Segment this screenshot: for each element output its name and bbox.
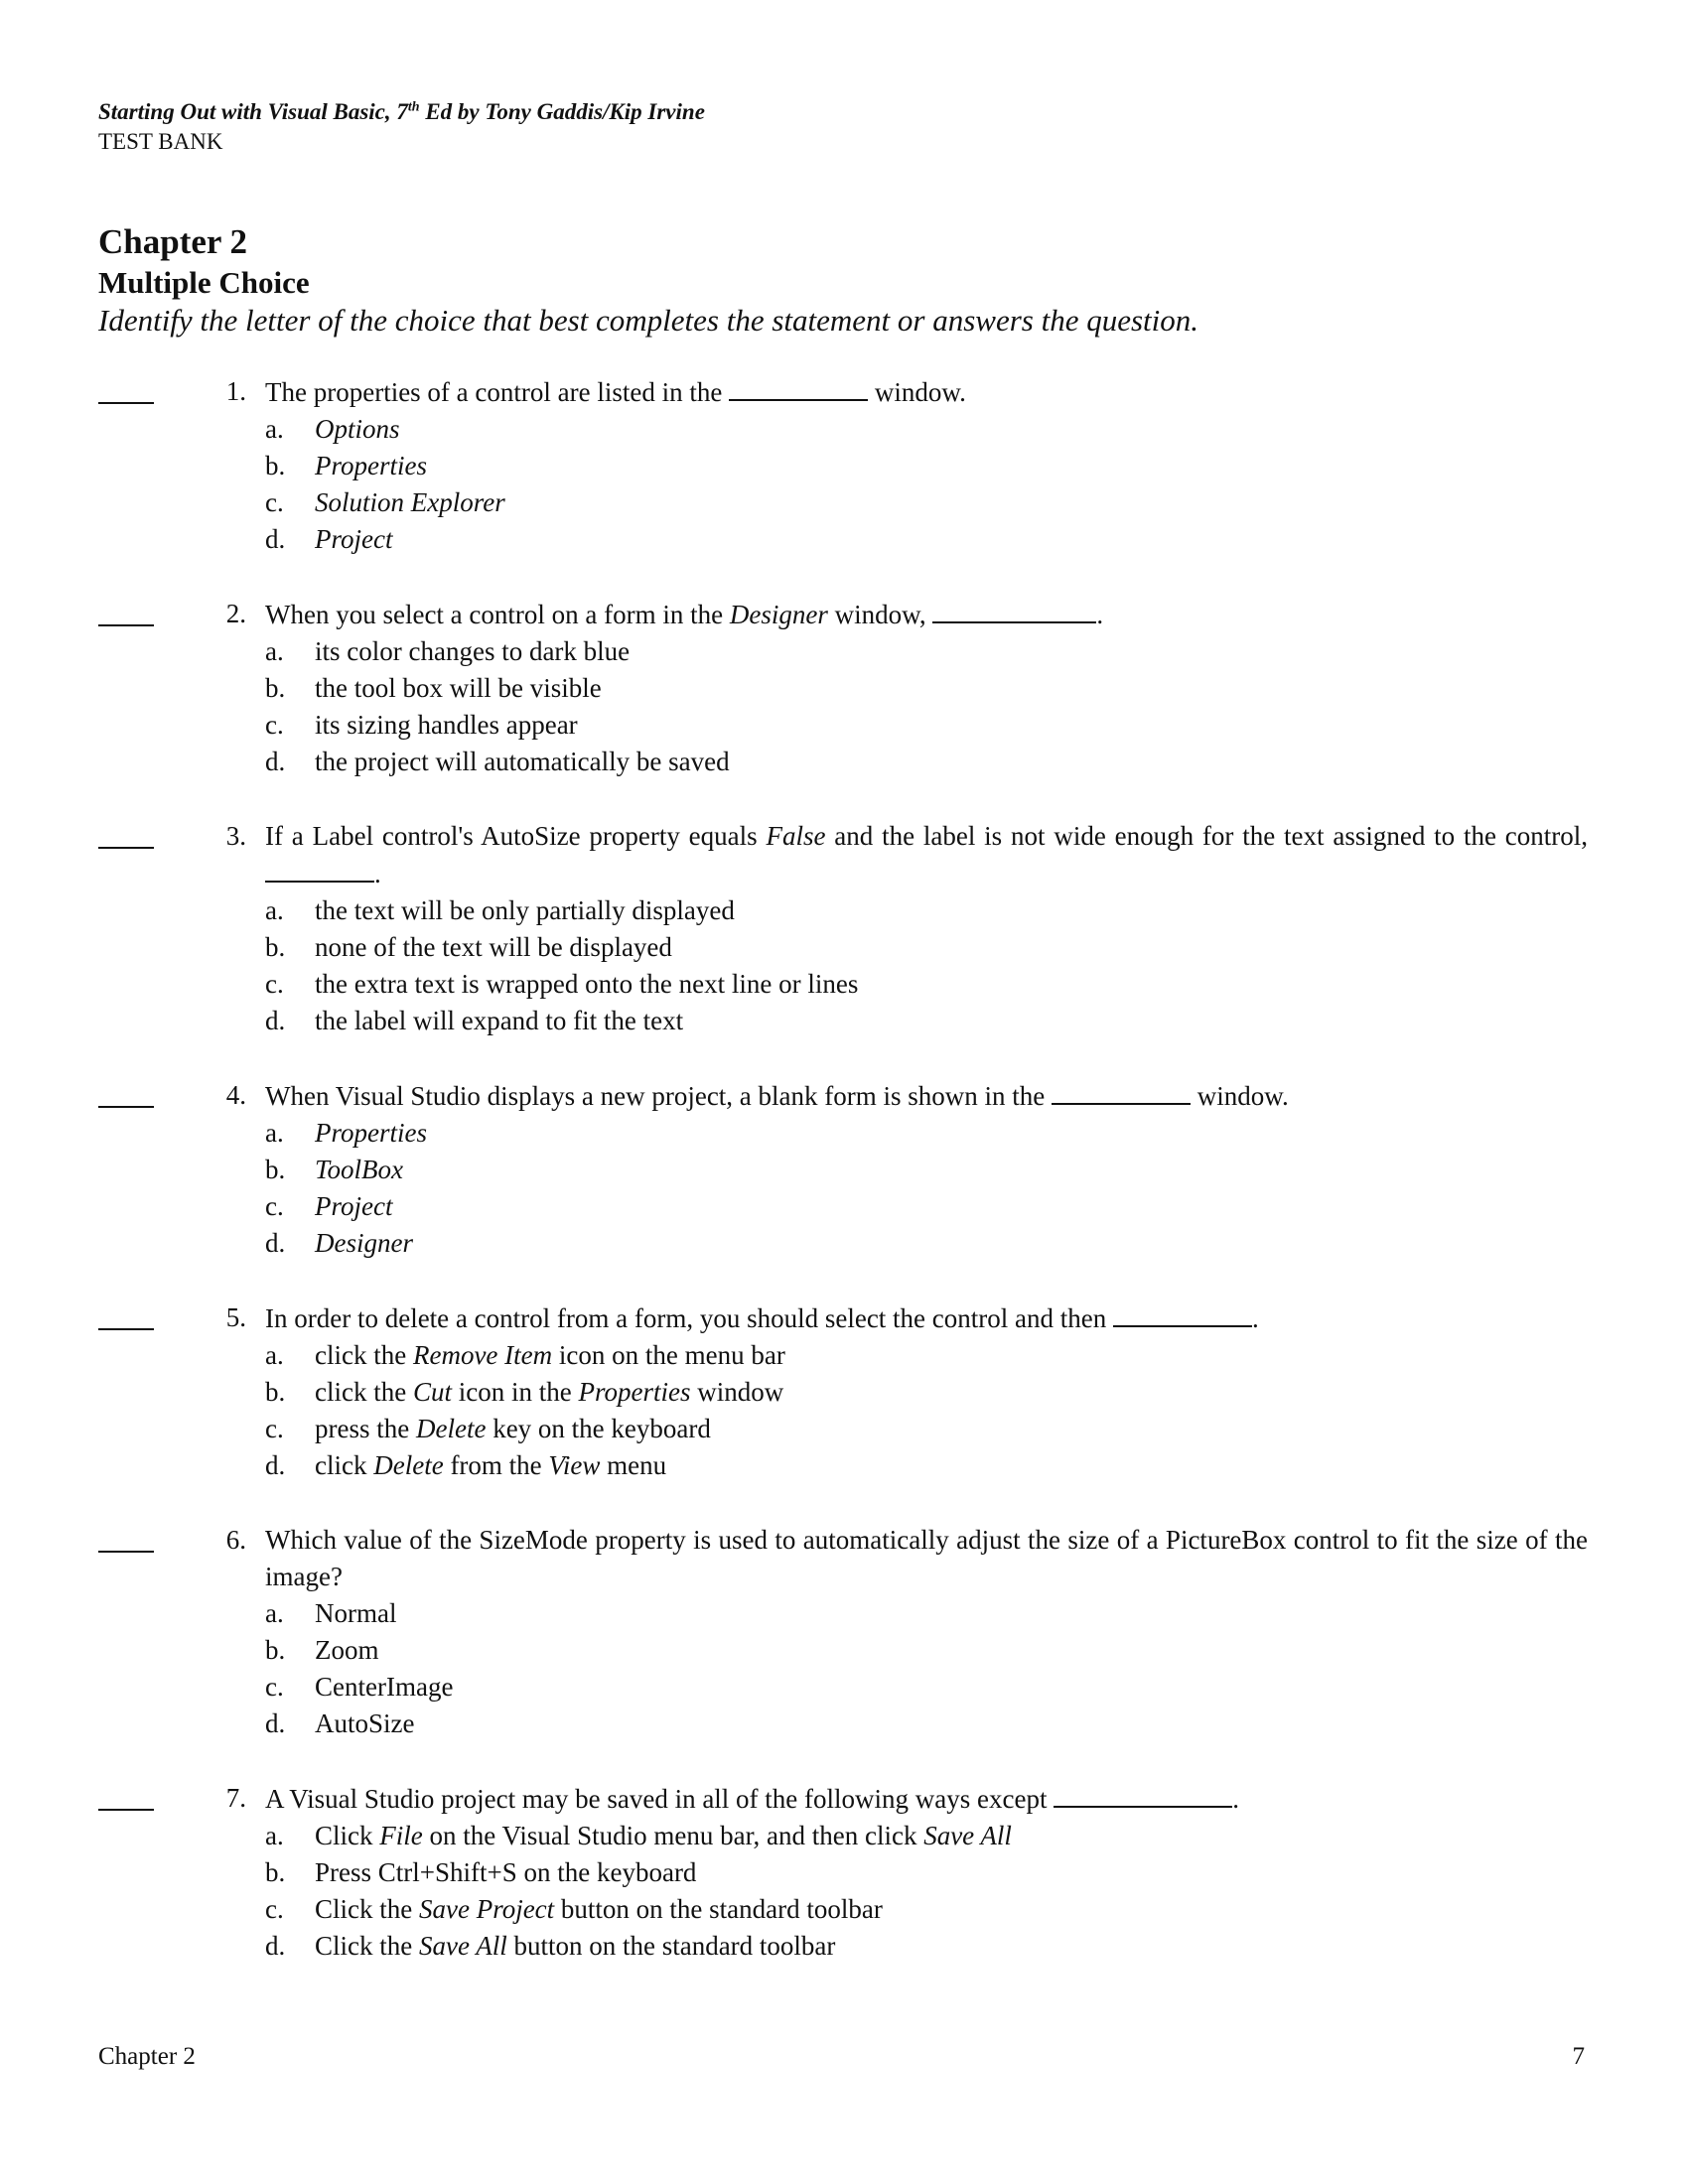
text-run: Zoom xyxy=(315,1635,379,1665)
text-run: Press Ctrl+Shift+S on the keyboard xyxy=(315,1857,697,1887)
answer-choice xyxy=(265,1152,1588,1188)
choice-text xyxy=(315,1225,413,1262)
text-run: A Visual Studio project may be saved in all of the following ways except xyxy=(265,1784,1055,1814)
book-title: Starting Out with Visual Basic, 7 xyxy=(98,99,408,124)
question-number: 7. xyxy=(225,1783,246,1813)
answer-line xyxy=(98,1328,154,1330)
text-run: In order to delete a control from a form, you should select the control and then xyxy=(265,1303,1113,1333)
answer-choice xyxy=(265,633,1588,670)
choice-text xyxy=(315,966,858,1003)
question-stem xyxy=(265,1299,1588,1337)
text-run: none of the text will be displayed xyxy=(315,932,672,962)
choice-text xyxy=(315,707,578,744)
text-run: . xyxy=(374,859,381,888)
answer-choice xyxy=(265,1115,1588,1152)
choice-text xyxy=(315,1152,403,1188)
question-stem xyxy=(265,1077,1588,1115)
answer-line xyxy=(98,1809,154,1811)
choice-letter: d. xyxy=(265,1450,286,1480)
answer-choice xyxy=(265,1188,1588,1225)
question-stem xyxy=(265,1522,1588,1595)
choice-text xyxy=(315,892,735,929)
choice-letter: d. xyxy=(265,1931,286,1961)
answer-choice xyxy=(265,892,1588,929)
italic-term: Delete xyxy=(373,1450,444,1480)
chapter-title: Chapter 2 xyxy=(98,222,248,261)
choice-letter: d. xyxy=(265,1228,286,1258)
section-title: Multiple Choice xyxy=(98,265,310,300)
question-body xyxy=(246,373,1588,558)
text-run: from the xyxy=(443,1450,549,1480)
choice-letter: c. xyxy=(265,969,284,999)
answer-choice xyxy=(265,411,1588,448)
text-run: the tool box will be visible xyxy=(315,673,602,703)
answer-choice xyxy=(265,670,1588,707)
question-item xyxy=(98,1780,1588,1965)
question-body xyxy=(246,1780,1588,1965)
answer-choice xyxy=(265,1411,1588,1447)
answer-blank xyxy=(98,1077,199,1262)
choice-text xyxy=(315,448,427,484)
text-run: its color changes to dark blue xyxy=(315,636,631,666)
question-number: 1. xyxy=(225,376,246,406)
question-number: 5. xyxy=(225,1302,246,1332)
answer-choice xyxy=(265,1928,1588,1965)
answer-blank xyxy=(98,1299,199,1484)
italic-term: Save All xyxy=(923,1821,1012,1850)
choice-text xyxy=(315,1447,666,1484)
text-run: window. xyxy=(1191,1081,1289,1111)
question-list xyxy=(98,373,1588,2002)
book-authors: Ed by Tony Gaddis/Kip Irvine xyxy=(419,99,705,124)
question-item xyxy=(98,373,1588,558)
text-run: the text will be only partially displayed xyxy=(315,895,735,925)
text-run: Click xyxy=(315,1821,380,1850)
italic-term: ToolBox xyxy=(315,1155,404,1184)
choice-text xyxy=(315,744,730,780)
choice-letter: d. xyxy=(265,747,286,776)
question-number: 4. xyxy=(225,1080,246,1110)
italic-term: Properties xyxy=(315,451,427,480)
choice-letter: d. xyxy=(265,1708,286,1738)
text-run: When Visual Studio displays a new project, a blank form is shown in the xyxy=(265,1081,1053,1111)
question-body xyxy=(246,1299,1588,1484)
choice-text xyxy=(315,1595,396,1632)
answer-choice xyxy=(265,1632,1588,1669)
text-run: window, xyxy=(827,600,933,629)
question-item xyxy=(98,818,1588,1039)
choice-letter: a. xyxy=(265,1340,284,1370)
choice-letter: b. xyxy=(265,932,286,962)
answer-choice xyxy=(265,1706,1588,1742)
answer-choice xyxy=(265,1891,1588,1928)
answer-blank xyxy=(98,373,199,558)
question-stem xyxy=(265,596,1588,633)
choice-text xyxy=(315,1188,392,1225)
italic-term: False xyxy=(766,821,826,851)
answer-choice xyxy=(265,1225,1588,1262)
text-run: The properties of a control are listed in the xyxy=(265,377,730,407)
answer-line xyxy=(98,1551,154,1553)
choice-letter: a. xyxy=(265,895,284,925)
italic-term: Cut xyxy=(412,1377,452,1407)
choice-letter: a. xyxy=(265,636,284,666)
text-run: Which value of the SizeMode property is used to automatically adjust the size of a PictureBox control to fit the size of the image? xyxy=(265,1525,1588,1591)
question-stem xyxy=(265,818,1588,892)
text-run: CenterImage xyxy=(315,1672,454,1702)
question-stem xyxy=(265,373,1588,411)
answer-choice xyxy=(265,1669,1588,1706)
choice-list xyxy=(265,633,1588,780)
choice-text xyxy=(315,1891,883,1928)
answer-line xyxy=(98,1106,154,1108)
text-run: press the xyxy=(315,1414,416,1443)
fill-in-blank xyxy=(932,596,1096,623)
italic-term: Save Project xyxy=(418,1894,555,1924)
answer-blank xyxy=(98,818,199,1039)
choice-letter: c. xyxy=(265,487,284,517)
choice-list xyxy=(265,1115,1588,1262)
answer-choice xyxy=(265,1854,1588,1891)
text-run: When you select a control on a form in the xyxy=(265,600,730,629)
choice-letter: c. xyxy=(265,1191,284,1221)
choice-text xyxy=(315,1706,415,1742)
answer-line xyxy=(98,847,154,849)
italic-term: Solution Explorer xyxy=(315,487,505,517)
text-run: icon on the menu bar xyxy=(552,1340,785,1370)
question-item xyxy=(98,1299,1588,1484)
choice-list xyxy=(265,1595,1588,1742)
choice-text xyxy=(315,1411,711,1447)
text-run: its sizing handles appear xyxy=(315,710,578,740)
question-body xyxy=(246,818,1588,1039)
choice-list xyxy=(265,411,1588,558)
text-run: the project will automatically be saved xyxy=(315,747,730,776)
text-run: Click the xyxy=(315,1931,419,1961)
answer-blank xyxy=(98,1522,199,1742)
choice-letter: c. xyxy=(265,1414,284,1443)
text-run: Click the xyxy=(315,1894,419,1924)
text-run: menu xyxy=(600,1450,667,1480)
choice-letter: d. xyxy=(265,524,286,554)
italic-term: Designer xyxy=(315,1228,413,1258)
italic-term: View xyxy=(548,1450,601,1480)
answer-choice xyxy=(265,448,1588,484)
text-run: window xyxy=(690,1377,784,1407)
footer-chapter: Chapter 2 xyxy=(98,2043,196,2070)
choice-text xyxy=(315,670,602,707)
italic-term: Properties xyxy=(315,1118,427,1148)
question-number: 6. xyxy=(225,1525,246,1555)
choice-letter: a. xyxy=(265,414,284,444)
fill-in-blank xyxy=(1113,1299,1252,1327)
text-run: button on the standard toolbar xyxy=(506,1931,836,1961)
answer-choice xyxy=(265,929,1588,966)
choice-letter: b. xyxy=(265,673,286,703)
choice-letter: b. xyxy=(265,1857,286,1887)
text-run: If a Label control's AutoSize property equals xyxy=(265,821,767,851)
choice-text xyxy=(315,411,400,448)
italic-term: Remove Item xyxy=(412,1340,553,1370)
question-stem xyxy=(265,1780,1588,1818)
text-run: AutoSize xyxy=(315,1708,415,1738)
answer-choice xyxy=(265,1447,1588,1484)
question-item xyxy=(98,1522,1588,1742)
header-subtitle: TEST BANK xyxy=(98,129,223,154)
choice-text xyxy=(315,633,630,670)
question-body xyxy=(246,1077,1588,1262)
answer-blank xyxy=(98,596,199,780)
choice-list xyxy=(265,892,1588,1039)
text-run: icon in the xyxy=(451,1377,579,1407)
text-run: and the label is not wide enough for the text assigned to the control, xyxy=(825,821,1588,851)
choice-letter: b. xyxy=(265,1155,286,1184)
question-item xyxy=(98,596,1588,780)
fill-in-blank xyxy=(265,855,374,883)
text-run: key on the keyboard xyxy=(486,1414,711,1443)
document-header xyxy=(98,97,705,157)
answer-choice xyxy=(265,1374,1588,1411)
answer-choice xyxy=(265,1003,1588,1039)
fill-in-blank xyxy=(729,373,868,401)
choice-text xyxy=(315,929,672,966)
text-run: button on the standard toolbar xyxy=(554,1894,883,1924)
answer-line xyxy=(98,624,154,626)
text-run: click the xyxy=(315,1377,413,1407)
choice-text xyxy=(315,1337,785,1374)
text-run: . xyxy=(1096,600,1104,629)
answer-choice xyxy=(265,707,1588,744)
italic-term: Designer xyxy=(729,600,828,629)
answer-choice xyxy=(265,966,1588,1003)
choice-letter: c. xyxy=(265,1672,284,1702)
text-run: . xyxy=(1251,1303,1259,1333)
answer-choice xyxy=(265,484,1588,521)
italic-term: Save All xyxy=(418,1931,507,1961)
choice-text xyxy=(315,1115,427,1152)
question-body xyxy=(246,596,1588,780)
choice-letter: a. xyxy=(265,1118,284,1148)
book-title-line xyxy=(98,97,705,127)
text-run: on the Visual Studio menu bar, and then click xyxy=(422,1821,924,1850)
choice-text xyxy=(315,1003,683,1039)
text-run: Normal xyxy=(315,1598,397,1628)
answer-choice xyxy=(265,1595,1588,1632)
instructions: Identify the letter of the choice that best completes the statement or answers the question. xyxy=(98,303,1199,338)
italic-term: Project xyxy=(315,524,393,554)
italic-term: Options xyxy=(315,414,400,444)
choice-letter: b. xyxy=(265,1377,286,1407)
choice-text xyxy=(315,484,505,521)
edition-superscript: th xyxy=(407,99,420,115)
choice-letter: c. xyxy=(265,710,284,740)
choice-letter: a. xyxy=(265,1598,284,1628)
answer-line xyxy=(98,402,154,404)
text-run: the label will expand to fit the text xyxy=(315,1006,684,1035)
answer-choice xyxy=(265,1337,1588,1374)
choice-text xyxy=(315,1928,835,1965)
answer-choice xyxy=(265,744,1588,780)
italic-term: File xyxy=(379,1821,423,1850)
text-run: the extra text is wrapped onto the next line or lines xyxy=(315,969,859,999)
text-run: click xyxy=(315,1450,374,1480)
italic-term: Properties xyxy=(578,1377,691,1407)
choice-text xyxy=(315,1632,379,1669)
italic-term: Delete xyxy=(415,1414,487,1443)
section-heading xyxy=(98,220,1198,340)
text-run: click the xyxy=(315,1340,413,1370)
fill-in-blank xyxy=(1052,1077,1191,1105)
text-run: . xyxy=(1232,1784,1239,1814)
choice-letter: b. xyxy=(265,451,286,480)
choice-text xyxy=(315,1854,696,1891)
answer-choice xyxy=(265,1818,1588,1854)
answer-blank xyxy=(98,1780,199,1965)
question-item xyxy=(98,1077,1588,1262)
question-body xyxy=(246,1522,1588,1742)
choice-letter: b. xyxy=(265,1635,286,1665)
choice-list xyxy=(265,1337,1588,1484)
answer-choice xyxy=(265,521,1588,558)
choice-letter: c. xyxy=(265,1894,284,1924)
choice-letter: d. xyxy=(265,1006,286,1035)
page-number: 7 xyxy=(1572,2043,1585,2070)
italic-term: Project xyxy=(315,1191,393,1221)
choice-list xyxy=(265,1818,1588,1965)
choice-text xyxy=(315,1374,783,1411)
text-run: window. xyxy=(868,377,966,407)
question-number: 3. xyxy=(225,821,246,851)
choice-text xyxy=(315,1669,453,1706)
fill-in-blank xyxy=(1054,1780,1232,1808)
choice-text xyxy=(315,1818,1012,1854)
choice-letter: a. xyxy=(265,1821,284,1850)
question-number: 2. xyxy=(225,599,246,628)
choice-text xyxy=(315,521,392,558)
